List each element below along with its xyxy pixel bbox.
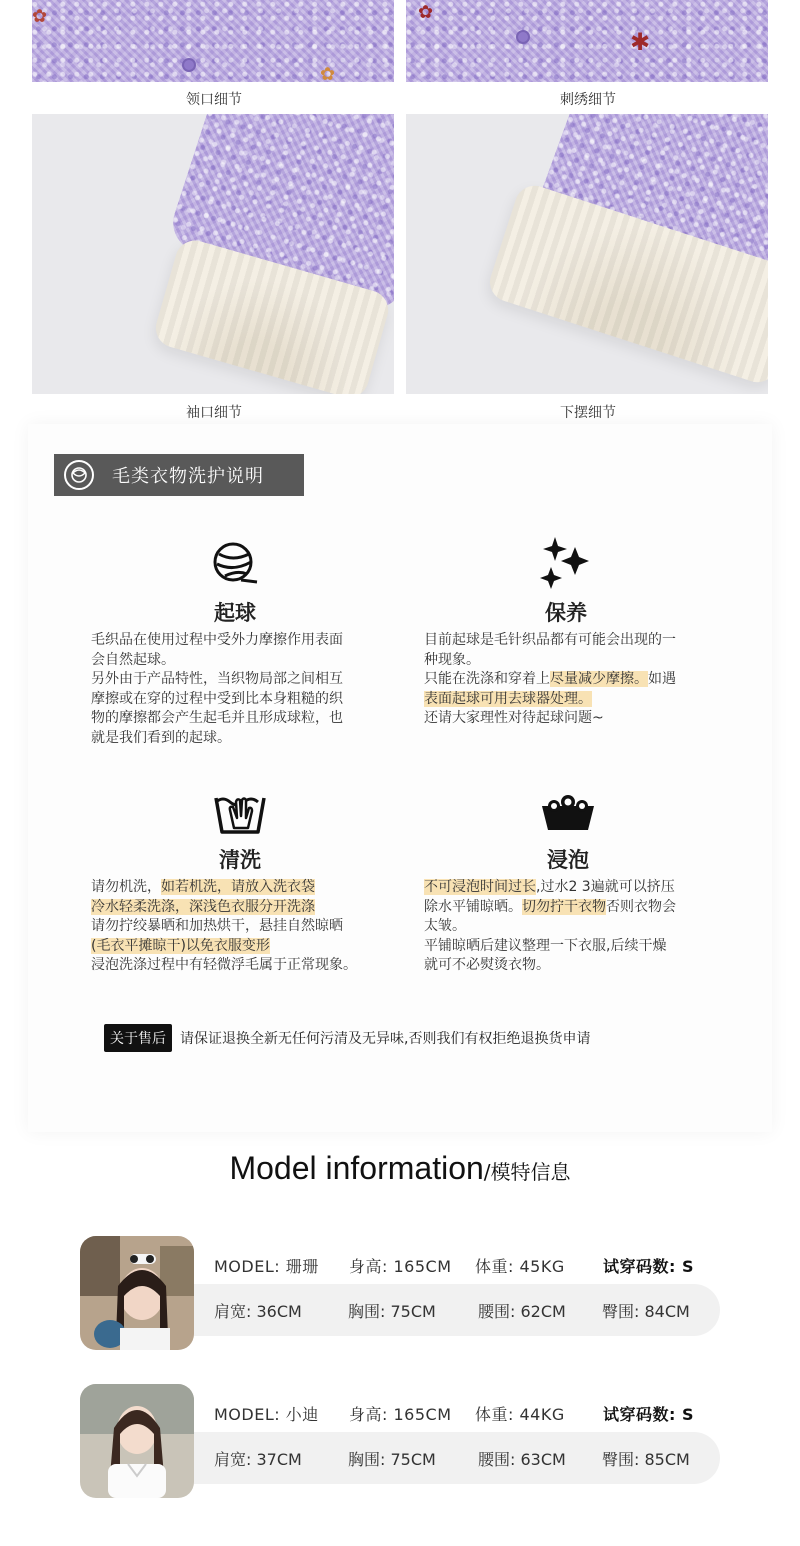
highlight-text: 如若机洗，请放入洗衣袋 bbox=[161, 879, 315, 895]
model-measurements bbox=[176, 1284, 720, 1336]
model-waist: 腰围: 62CM bbox=[478, 1301, 566, 1321]
model-trial-size: 试穿码数: S bbox=[603, 1405, 694, 1424]
model-name: MODEL: 珊珊 bbox=[214, 1257, 319, 1276]
model-weight: 体重: 44KG bbox=[475, 1405, 565, 1424]
sparkle-icon bbox=[416, 535, 716, 593]
soaking-line: 平铺晾晒后建议整理一下衣服,后续干燥 bbox=[424, 937, 667, 954]
model-measurements bbox=[176, 1432, 720, 1484]
model-basic-info bbox=[214, 1254, 694, 1277]
embroidered-flower: ✱ bbox=[630, 28, 651, 56]
after-sale-text: 请保证退换全新无任何污清及无异味,否则我们有权拒绝退换货申请 bbox=[180, 1031, 591, 1047]
model-heading-cn: /模特信息 bbox=[483, 1160, 571, 1184]
maintenance-line: 只能在洗涤和穿着上尽量减少摩擦。如遇 bbox=[424, 671, 676, 687]
highlight-text: (毛衣平摊晾干)以免衣服变形 bbox=[91, 937, 270, 954]
collar-detail-caption: 领口细节 bbox=[186, 92, 242, 108]
highlight-text: 不可浸泡时间过长 bbox=[424, 879, 536, 895]
embroidered-flower: ✿ bbox=[320, 64, 336, 82]
maintenance-line: 还请大家理性对待起球问题~ bbox=[424, 710, 604, 726]
model-shoulder: 肩宽: 37CM bbox=[214, 1449, 302, 1469]
soaking-title: 浸泡 bbox=[547, 848, 589, 872]
maintenance-line bbox=[424, 690, 724, 710]
cuff-detail-photo bbox=[32, 114, 394, 394]
model-chest: 胸围: 75CM bbox=[348, 1301, 436, 1321]
washing-line: 请勿拧绞暴晒和加热烘干，悬挂自然晾晒 bbox=[91, 918, 343, 934]
pilling-line: 会自然起球。 bbox=[91, 651, 175, 668]
hand-wash-icon bbox=[90, 788, 390, 840]
washing-line bbox=[91, 937, 391, 957]
care-banner-title: 毛类衣物洗护说明 bbox=[112, 466, 264, 487]
collar-detail-photo bbox=[32, 0, 394, 82]
washing-title: 清洗 bbox=[219, 848, 261, 872]
washing-line: 浸泡洗涤过程中有轻微浮毛属于正常现象。 bbox=[91, 957, 357, 973]
model-basic-info bbox=[214, 1402, 694, 1425]
soaking-line: 就可不必熨烫衣物。 bbox=[424, 957, 550, 973]
button-detail bbox=[182, 58, 196, 72]
washing-line: 请勿机洗，如若机洗，请放入洗衣袋 bbox=[91, 879, 315, 895]
model-chest: 胸围: 75CM bbox=[348, 1449, 436, 1469]
model-avatar bbox=[80, 1236, 194, 1350]
pilling-line: 毛织品在使用过程中受外力摩擦作用表面 bbox=[91, 632, 343, 648]
hem-detail-photo bbox=[406, 114, 768, 394]
model-waist: 腰围: 63CM bbox=[478, 1449, 566, 1469]
soaking-text bbox=[424, 878, 724, 976]
hem-detail-caption: 下摆细节 bbox=[560, 405, 616, 421]
button-detail bbox=[516, 30, 530, 44]
pilling-line: 摩擦或在穿的过程中受到比本身粗糙的织 bbox=[91, 690, 343, 707]
model-hip: 臀围: 84CM bbox=[602, 1301, 690, 1321]
highlight-text: 切勿拧干衣物 bbox=[522, 898, 606, 915]
yarn-ball-icon bbox=[85, 540, 385, 590]
care-banner bbox=[54, 454, 304, 496]
pilling-title: 起球 bbox=[214, 601, 256, 625]
embroidery-detail-caption: 刺绣细节 bbox=[560, 92, 616, 108]
highlight-text: 尽量减少摩擦。 bbox=[550, 671, 648, 687]
after-sale-notice bbox=[104, 1024, 590, 1052]
washing-line bbox=[91, 898, 391, 918]
soak-tub-icon bbox=[418, 790, 718, 838]
model-hip: 臀围: 85CM bbox=[602, 1449, 690, 1469]
soaking-line: 不可浸泡时间过长,过水2 3遍就可以挤压 bbox=[424, 879, 675, 895]
model-heading-en: Model information bbox=[229, 1150, 484, 1186]
highlight-text: 冷水轻柔洗涤，深浅色衣服分开洗涤 bbox=[91, 898, 315, 915]
model-avatar bbox=[80, 1384, 194, 1498]
soaking-line: 除水平铺晾晒。切勿拧干衣物否则衣物会 bbox=[424, 898, 676, 915]
maintenance-line: 种现象。 bbox=[424, 651, 480, 668]
maintenance-line: 目前起球是毛针织品都有可能会出现的一 bbox=[424, 632, 676, 648]
pilling-text bbox=[91, 631, 391, 748]
model-height: 身高: 165CM bbox=[349, 1257, 452, 1276]
pilling-line: 另外由于产品特性，当织物局部之间相互 bbox=[91, 671, 343, 687]
washing-text bbox=[91, 878, 391, 976]
maintenance-title: 保养 bbox=[545, 601, 587, 625]
model-weight: 体重: 45KG bbox=[475, 1257, 565, 1276]
embroidered-flower: ✿ bbox=[32, 6, 48, 27]
model-shoulder: 肩宽: 36CM bbox=[214, 1301, 302, 1321]
model-card bbox=[80, 1236, 720, 1352]
maintenance-text bbox=[424, 631, 724, 729]
cuff-detail-caption: 袖口细节 bbox=[186, 405, 242, 421]
model-height: 身高: 165CM bbox=[349, 1405, 452, 1424]
after-sale-tag: 关于售后 bbox=[104, 1024, 172, 1052]
model-name: MODEL: 小迪 bbox=[214, 1405, 319, 1424]
pilling-line: 就是我们看到的起球。 bbox=[91, 729, 231, 746]
model-info-heading bbox=[0, 1150, 800, 1187]
soaking-line: 太皱。 bbox=[424, 918, 466, 934]
model-trial-size: 试穿码数: S bbox=[603, 1257, 694, 1276]
pilling-line: 物的摩擦都会产生起毛并且形成球粒，也 bbox=[91, 710, 343, 726]
embroidered-flower: ✿ bbox=[418, 2, 434, 23]
wool-logo-icon bbox=[64, 460, 94, 490]
embroidery-detail-photo bbox=[406, 0, 768, 82]
highlight-text: 表面起球可用去球器处理。 bbox=[424, 690, 592, 707]
model-card bbox=[80, 1384, 720, 1500]
